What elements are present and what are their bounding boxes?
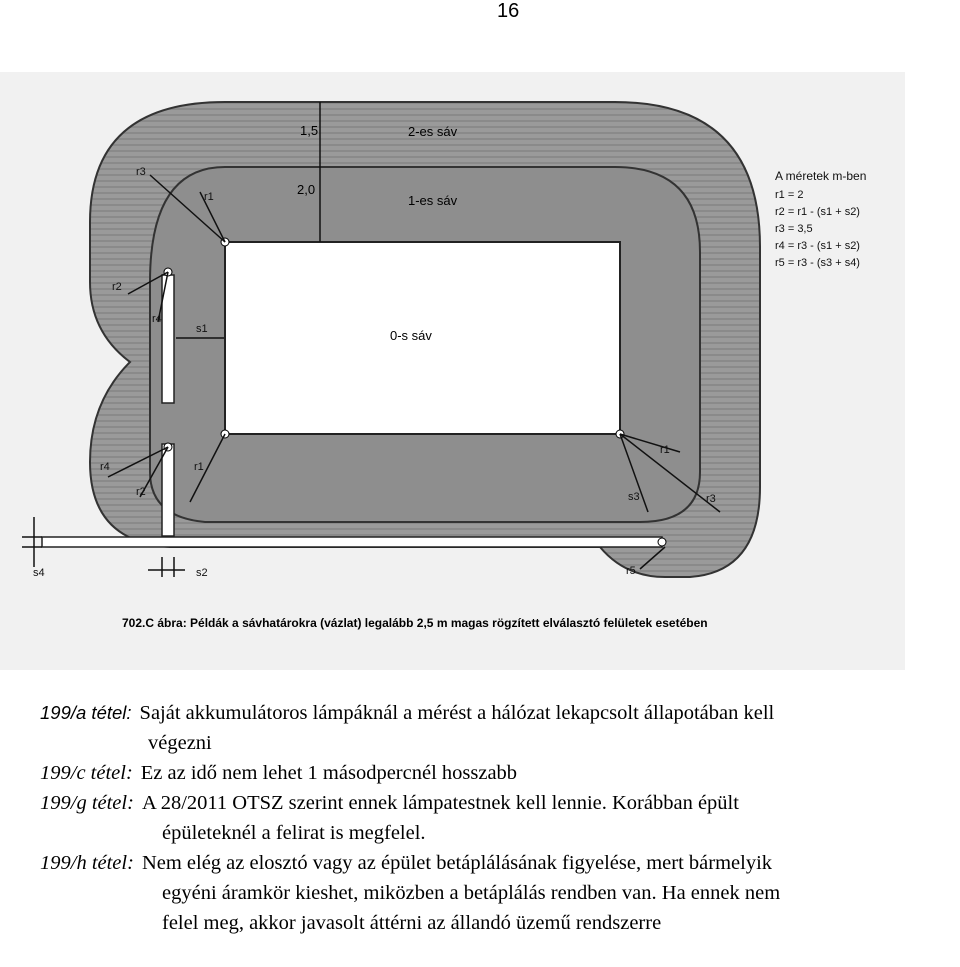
label-r2-left: r2 (112, 281, 122, 293)
label-r3-top: r3 (136, 166, 146, 178)
page-number: 16 (497, 0, 520, 22)
note-label: 199/g tétel: (40, 792, 134, 814)
note-label: 199/c tétel: (40, 762, 133, 784)
label-r1-right: r1 (660, 444, 670, 456)
zone2-label: 2-es sáv (408, 124, 458, 139)
note-text: A 28/2011 OTSZ szerint ennek lámpatestnek kell lennie. Korábban épült (141, 792, 739, 814)
label-r5: r5 (626, 565, 636, 577)
legend-line: r4 = r3 - (s1 + s2) (775, 240, 860, 252)
legend-line: r1 = 2 (775, 189, 804, 201)
note-text: Saját akkumulátoros lámpáknál a mérést a hálózat lekapcsolt állapotában kell (139, 702, 775, 724)
zone-diagram-figure (0, 72, 905, 670)
label-s4: s4 (33, 567, 45, 579)
note-199g (40, 788, 955, 818)
legend-line: r3 = 3,5 (775, 223, 813, 235)
label-s1: s1 (196, 323, 208, 335)
label-r1-top: r1 (204, 191, 214, 203)
figure-caption: 702.C ábra: Példák a sávhatárokra (vázlat) legalább 2,5 m magas rögzített elválasztó felületek esetében (122, 616, 708, 630)
note-text: Ez az idő nem lehet 1 másodpercnél hosszabb (140, 762, 518, 784)
wall-bottom (42, 537, 662, 547)
note-text-continuation: egyéni áramkör kieshet, miközben a betáplálás rendben van. Ha ennek nem (162, 882, 781, 904)
legend-title: A méretek m-ben (775, 169, 867, 183)
dimension-label-2: 2,0 (297, 182, 316, 197)
note-text-continuation: felel meg, akkor javasolt áttérni az állandó üzemű rendszerre (162, 912, 662, 934)
label-s2: s2 (196, 567, 208, 579)
label-s3: s3 (628, 491, 640, 503)
label-r3-right: r3 (706, 493, 716, 505)
note-199c (40, 758, 955, 788)
note-text-continuation: épületeknél a felirat is megfelel. (162, 822, 426, 844)
note-199a (40, 698, 955, 728)
label-r1-lower: r1 (194, 461, 204, 473)
notes-section (40, 698, 955, 938)
zone1-label: 1-es sáv (408, 193, 458, 208)
legend-line: r2 = r1 - (s1 + s2) (775, 206, 860, 218)
label-r4-lower: r4 (100, 461, 110, 473)
note-199h (40, 848, 955, 878)
label-r4-left: r4 (152, 313, 162, 325)
label-r2-lower: r2 (136, 486, 146, 498)
note-text: Nem elég az elosztó vagy az épület betáplálásának figyelése, mert bármelyik (141, 852, 773, 874)
note-label: 199/h tétel: (40, 852, 134, 874)
wall-lower (162, 444, 174, 536)
note-label: 199/a tétel: (40, 702, 132, 723)
note-text-continuation: végezni (148, 732, 212, 754)
zone-diagram (0, 72, 905, 670)
zone0-label: 0-s sáv (390, 328, 432, 343)
dimension-label-1: 1,5 (300, 123, 319, 138)
legend-line: r5 = r3 - (s3 + s4) (775, 257, 860, 269)
